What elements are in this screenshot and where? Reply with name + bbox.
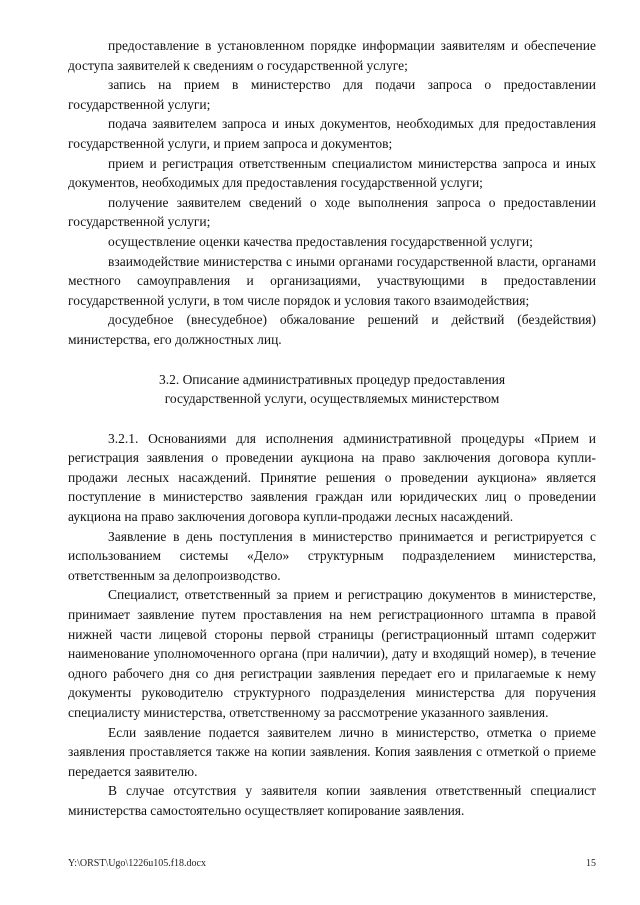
- document-page: [68, 36, 596, 821]
- section-heading: [68, 370, 596, 409]
- page-number: 15: [586, 858, 596, 869]
- paragraph: получение заявителем сведений о ходе выполнения запроса о предоставлении государственной услуги;: [68, 194, 596, 230]
- paragraph: прием и регистрация ответственным специалистом министерства запроса и иных документов, необходимых для предоставления государственной услуги;: [68, 155, 596, 191]
- paragraph: Если заявление подается заявителем лично в министерство, отметка о приеме заявления проставляется также на копии заявления. Копия заявления с отметкой о приеме передается заявителю.: [68, 724, 596, 779]
- paragraph: предоставление в установленном порядке информации заявителям и обеспечение доступа заявителей к сведениям о государственной услуге;: [68, 38, 596, 73]
- paragraph: осуществление оценки качества предоставления государственной услуги;: [108, 233, 533, 249]
- paragraph: 3.2.1. Основаниями для исполнения административной процедуры «Прием и регистрация заявления о проведении аукциона на право заключения договора купли-продажи лесных насаждений. Принятие решения о проведении аукциона» является поступление в министерство заявления граждан или юридических лиц о проведении аукциона на право заключения договора купли-продажи лесных насаждений.: [68, 430, 596, 525]
- paragraph: Заявление в день поступления в министерство принимается и регистрируется с использованием системы «Дело» структурным подразделением министерства, ответственным за делопроизводство.: [68, 528, 596, 583]
- section-heading-line: государственной услуги, осуществляемых министерством: [164, 391, 500, 407]
- section-heading-line: 3.2. Описание административных процедур предоставления: [158, 371, 506, 387]
- paragraph: запись на прием в министерство для подачи запроса о предоставлении государственной услуги;: [68, 77, 596, 112]
- paragraph: Специалист, ответственный за прием и регистрацию документов в министерстве, принимает заявление путем проставления на нем регистрационного штампа в правой нижней части лицевой стороны первой страницы (регистрационный штамп содержит наименование уполномоченного органа (при наличии), дату и входящий номер), в течение одного рабочего дня со дня регистрации заявления передает его и прилагаемые к нему документы руководителю структурного подразделения министерства для поручения специалисту министерства, ответственному за рассмотрение указанного заявления.: [68, 587, 596, 720]
- paragraph: В случае отсутствия у заявителя копии заявления ответственный специалист министерства самостоятельно осуществляет копирование заявления.: [68, 783, 596, 818]
- paragraph: досудебное (внесудебное) обжалование решений и действий (бездействия) министерства, его должностных лиц.: [68, 312, 596, 347]
- page-footer: [68, 858, 596, 869]
- footer-file-path: Y:\ORST\Ugo\1226u105.f18.docx: [68, 858, 206, 869]
- paragraph: взаимодействие министерства с иными органами государственной власти, органами местного самоуправления и организациями, участвующими в предоставлении государственной услуги, в том числе порядок и условия такого взаимодействия;: [68, 253, 596, 308]
- paragraph: подача заявителем запроса и иных документов, необходимых для предоставления государственной услуги, и прием запроса и документов;: [68, 116, 596, 151]
